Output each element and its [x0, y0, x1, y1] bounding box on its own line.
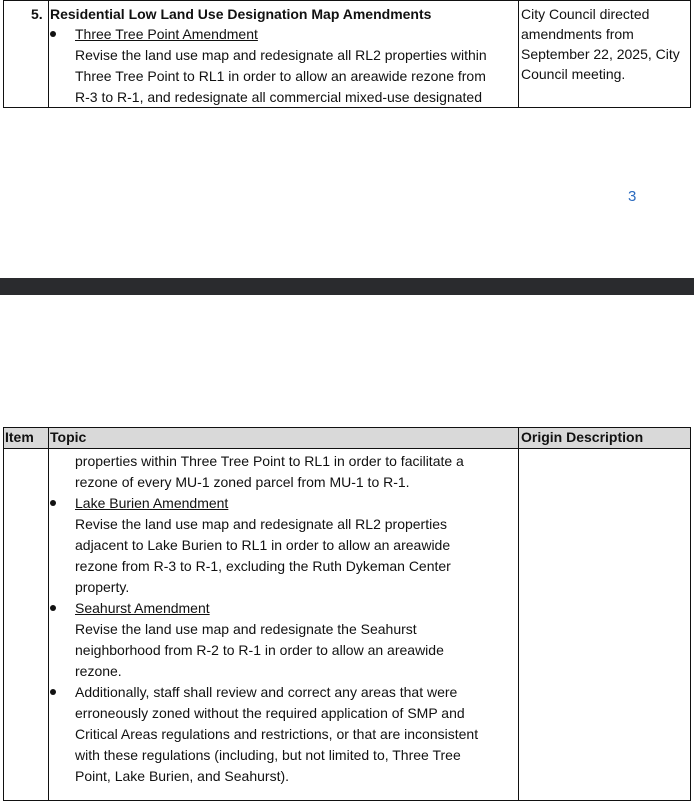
bottom-table-bottom-border: [3, 800, 691, 801]
origin-line: September 22, 2025, City: [521, 46, 680, 62]
bullet-icon: [50, 605, 56, 611]
sub-item-heading-seahurst: Seahurst Amendment: [75, 600, 210, 616]
origin-line: City Council directed: [521, 6, 650, 22]
bullet-icon: [50, 31, 56, 37]
sub-item-line: Revise the land use map and redesignate the Seahurst: [75, 621, 417, 637]
sub-item-line: Critical Areas regulations and restrictions, or that are inconsistent: [75, 726, 479, 742]
origin-line: amendments from: [521, 26, 634, 42]
top-table-top-border: [3, 0, 691, 1]
sub-item-line: R-3 to R-1, and redesignate all commercial mixed-use designated: [75, 89, 482, 105]
bullet-icon: [50, 500, 56, 506]
sub-item-heading-lake-burien: Lake Burien Amendment: [75, 495, 229, 511]
page-break-band: [0, 278, 694, 295]
top-table-right-border: [690, 0, 691, 108]
sub-item-line: rezone.: [75, 663, 122, 679]
header-origin-description: Origin Description: [521, 429, 644, 445]
bottom-table-right-border: [690, 427, 691, 801]
continuation-line: properties within Three Tree Point to RL1 in order to facilitate a: [75, 453, 464, 469]
sub-item-line: erroneously zoned without the required application of SMP and: [75, 705, 465, 721]
sub-item-line: Three Tree Point to RL1 in order to allow an areawide rezone from: [75, 68, 486, 84]
item-number: 5.: [31, 6, 43, 22]
sub-item-line: Additionally, staff shall review and correct any areas that were: [75, 684, 458, 700]
header-item: Item: [5, 429, 34, 445]
item-title: Residential Low Land Use Designation Map Amendments: [50, 6, 432, 22]
sub-item-line: neighborhood from R-2 to R-1 in order to allow an areawide: [75, 642, 444, 658]
sub-item-heading-three-tree-point: Three Tree Point Amendment: [75, 26, 258, 42]
sub-item-line: Revise the land use map and redesignate all RL2 properties within: [75, 47, 487, 63]
continuation-line: rezone of every MU-1 zoned parcel from MU-1 to R-1.: [75, 474, 410, 490]
sub-item-line: property.: [75, 579, 130, 595]
header-row-bottom-border: [3, 448, 691, 449]
sub-item-line: rezone from R-3 to R-1, excluding the Ruth Dykeman Center: [75, 558, 451, 574]
top-table-origin-divider: [518, 0, 519, 108]
header-topic: Topic: [50, 429, 87, 445]
page-number: 3: [628, 188, 637, 205]
bottom-table-item-divider: [48, 427, 49, 801]
sub-item-line: Point, Lake Burien, and Seahurst).: [75, 768, 290, 784]
top-table-item-divider: [48, 0, 49, 108]
top-table-left-border: [3, 0, 4, 108]
sub-item-line: adjacent to Lake Burien to RL1 in order to allow an areawide: [75, 537, 451, 553]
sub-item-line: with these regulations (including, but not limited to, Three Tree: [75, 747, 461, 763]
sub-item-line: Revise the land use map and redesignate all RL2 properties: [75, 516, 448, 532]
bottom-table-origin-divider: [518, 427, 519, 801]
bottom-table-left-border: [3, 427, 4, 801]
bullet-icon: [50, 689, 56, 695]
origin-line: Council meeting.: [521, 66, 626, 82]
